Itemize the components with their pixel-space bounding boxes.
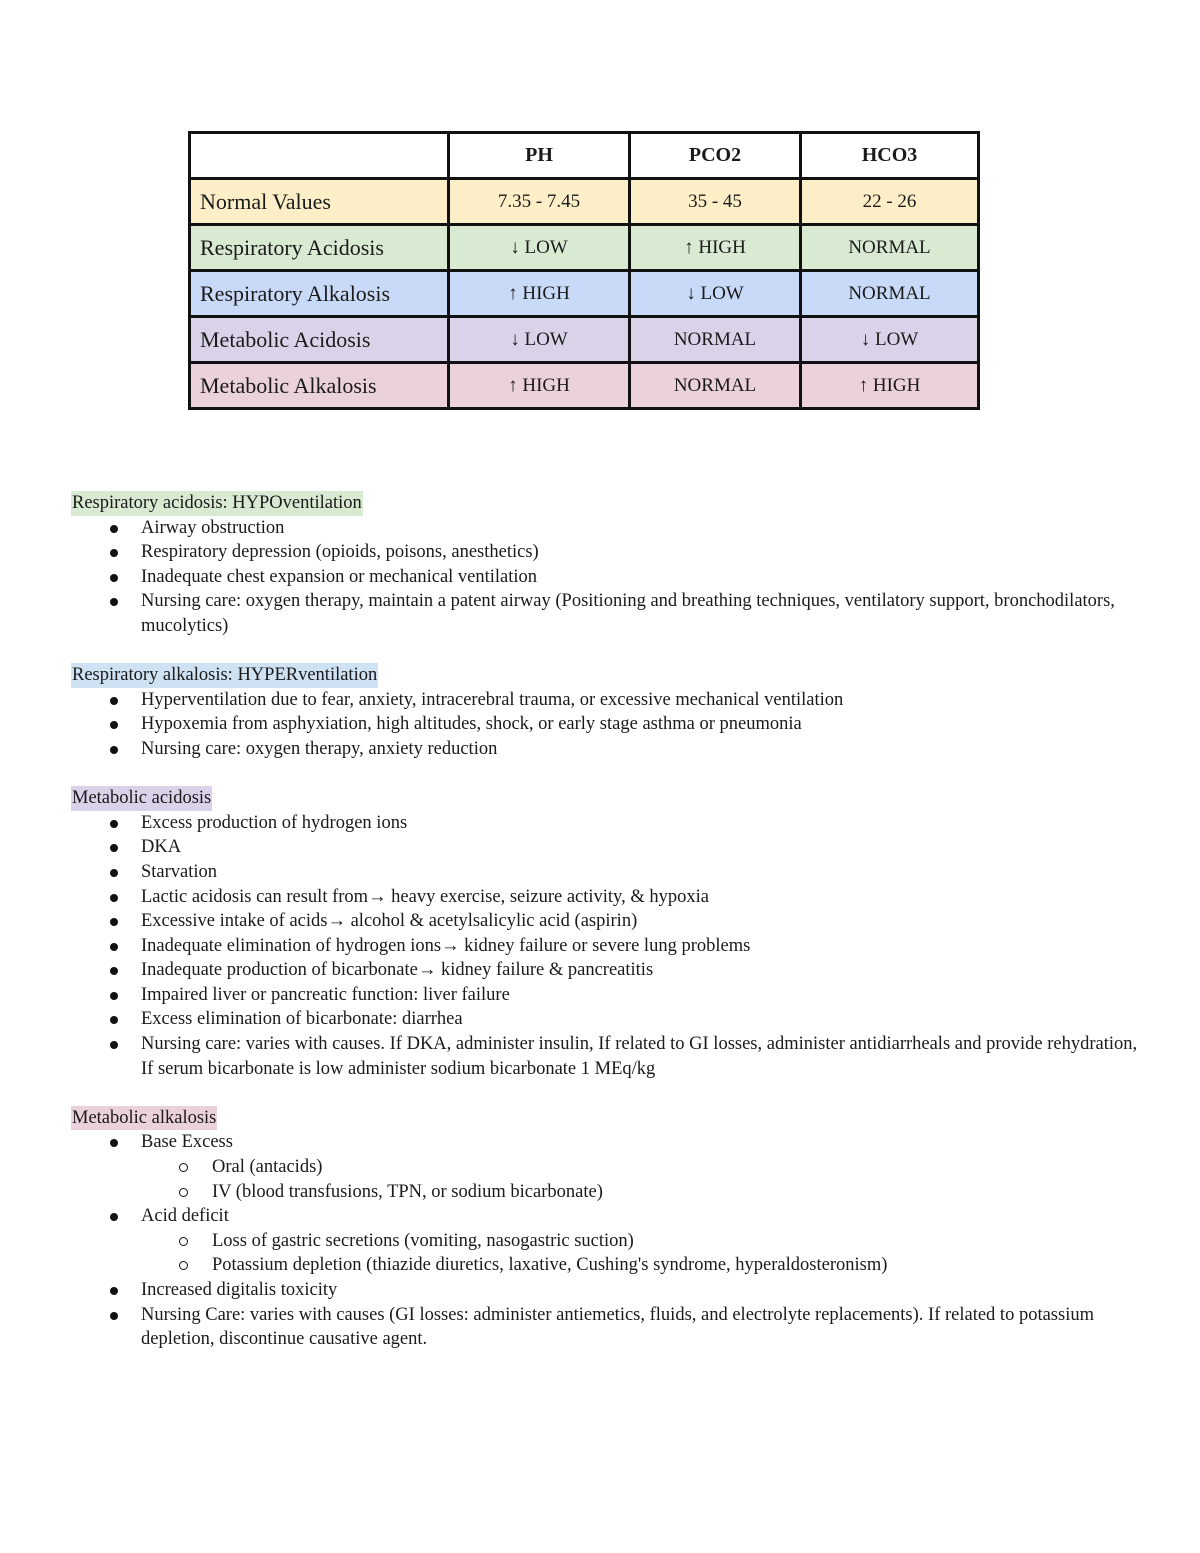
cell-hco3: ↓ LOW: [801, 317, 979, 363]
list-item-text: Oral (antacids): [212, 1157, 323, 1178]
list-item: [71, 983, 1141, 1008]
list-item: [71, 860, 1141, 885]
list-item-text: Excessive intake of acids→ alcohol & acetylsalicylic acid (aspirin): [141, 911, 638, 932]
row-label: Respiratory Acidosis: [190, 225, 449, 271]
list-item-text: Acid deficit: [141, 1206, 229, 1227]
row-label: Respiratory Alkalosis: [190, 271, 449, 317]
list-item-text: Nursing care: oxygen therapy, maintain a patent airway (Positioning and breathing techniques, ventilatory support, bronchodilators, mucolytics): [141, 591, 1115, 636]
table-header-row: [190, 133, 979, 179]
list-item-text: Inadequate chest expansion or mechanical ventilation: [141, 566, 538, 587]
list-item-text: Base Excess: [141, 1132, 233, 1153]
list-item-text: Nursing care: oxygen therapy, anxiety reduction: [141, 738, 498, 759]
list-item-text: Increased digitalis toxicity: [141, 1280, 338, 1300]
list-item: [71, 811, 1141, 836]
list-item: [71, 909, 1141, 934]
sub-bullet-list: [71, 1155, 1141, 1204]
header-empty-cell: [190, 133, 449, 179]
list-item-text: Loss of gastric secretions (vomiting, nasogastric suction): [212, 1230, 634, 1251]
list-item-text: Nursing care: varies with causes. If DKA, administer insulin, If related to GI losses, administer antidiarrheals and provide rehydration, If serum bicarbonate is low administer sodium bicarbonate 1 MEq/kg: [141, 1034, 1138, 1079]
table-row-resp-alkalosis: [190, 271, 979, 317]
bullet-list: [71, 516, 1141, 639]
abg-values-table: [188, 131, 980, 410]
sub-list-item: [71, 1229, 1141, 1254]
list-item: [71, 516, 1141, 541]
list-item: [71, 712, 1141, 737]
cell-hco3: ↑ HIGH: [801, 363, 979, 409]
list-item: [71, 1204, 1141, 1278]
cell-pco2: NORMAL: [630, 317, 801, 363]
table-row-normal: [190, 179, 979, 225]
bullet-list: [71, 811, 1141, 1082]
list-item-text: Starvation: [141, 861, 218, 882]
list-item-text: Lactic acidosis can result from→ heavy exercise, seizure activity, & hypoxia: [141, 886, 709, 907]
cell-hco3: NORMAL: [801, 225, 979, 271]
list-item-text: Excess elimination of bicarbonate: diarrhea: [141, 1009, 463, 1030]
list-item: [71, 1007, 1141, 1032]
row-label: Metabolic Acidosis: [190, 317, 449, 363]
list-item: [71, 1130, 1141, 1204]
list-item-text: Nursing Care: varies with causes (GI losses: administer antiemetics, fluids, and electrolyte replacements). If related to potassium depletion, discontinue causative agent.: [141, 1304, 1094, 1350]
section-met-alkalosis: [71, 1106, 1141, 1352]
section-resp-alkalosis: [71, 663, 1141, 761]
list-item-text: DKA: [141, 837, 182, 858]
section-heading: Respiratory alkalosis: HYPERventilation: [71, 663, 378, 688]
list-item: [71, 540, 1141, 565]
list-item: [71, 589, 1141, 638]
header-ph: PH: [449, 133, 630, 179]
cell-hco3: NORMAL: [801, 271, 979, 317]
header-pco2: PCO2: [630, 133, 801, 179]
list-item: [71, 934, 1141, 959]
sub-bullet-list: [71, 1229, 1141, 1278]
list-item: [71, 1303, 1141, 1352]
list-item: [71, 835, 1141, 860]
sub-list-item: [71, 1180, 1141, 1205]
sub-list-item: [71, 1155, 1141, 1180]
list-item-text: Respiratory depression (opioids, poisons, anesthetics): [141, 542, 539, 563]
cell-ph: ↑ HIGH: [449, 363, 630, 409]
list-item-text: Excess production of hydrogen ions: [141, 812, 408, 833]
list-item-text: Inadequate elimination of hydrogen ions→ kidney failure or severe lung problems: [141, 935, 751, 956]
bullet-list: [71, 688, 1141, 762]
list-item: [71, 885, 1141, 910]
list-item: [71, 565, 1141, 590]
row-label: Normal Values: [190, 179, 449, 225]
list-item: [71, 1278, 1141, 1303]
section-heading: Metabolic acidosis: [71, 786, 212, 811]
table-row-met-acidosis: [190, 317, 979, 363]
list-item: [71, 688, 1141, 713]
cell-ph: ↓ LOW: [449, 317, 630, 363]
list-item: [71, 1032, 1141, 1081]
cell-pco2: NORMAL: [630, 363, 801, 409]
bullet-list: [71, 1130, 1141, 1351]
list-item-text: Inadequate production of bicarbonate→ kidney failure & pancreatitis: [141, 960, 654, 981]
cell-ph: ↓ LOW: [449, 225, 630, 271]
list-item-text: Potassium depletion (thiazide diuretics, laxative, Cushing's syndrome, hyperaldosteronism): [212, 1255, 888, 1276]
row-label: Metabolic Alkalosis: [190, 363, 449, 409]
notes-body: [71, 491, 1141, 1376]
cell-hco3: 22 - 26: [801, 179, 979, 225]
section-heading: Respiratory acidosis: HYPOventilation: [71, 491, 363, 516]
cell-pco2: ↑ HIGH: [630, 225, 801, 271]
table-row-resp-acidosis: [190, 225, 979, 271]
list-item-text: Hypoxemia from asphyxiation, high altitudes, shock, or early stage asthma or pneumonia: [141, 714, 802, 735]
section-heading: Metabolic alkalosis: [71, 1106, 217, 1131]
section-met-acidosis: [71, 786, 1141, 1081]
cell-pco2: ↓ LOW: [630, 271, 801, 317]
list-item: [71, 737, 1141, 762]
cell-ph: 7.35 - 7.45: [449, 179, 630, 225]
list-item-text: IV (blood transfusions, TPN, or sodium bicarbonate): [212, 1181, 603, 1202]
section-resp-acidosis: [71, 491, 1141, 639]
list-item-text: Impaired liver or pancreatic function: liver failure: [141, 984, 510, 1005]
header-hco3: HCO3: [801, 133, 979, 179]
list-item-text: Airway obstruction: [141, 517, 285, 538]
table-row-met-alkalosis: [190, 363, 979, 409]
sub-list-item: [71, 1253, 1141, 1278]
list-item: [71, 958, 1141, 983]
list-item-text: Hyperventilation due to fear, anxiety, intracerebral trauma, or excessive mechanical ventilation: [141, 689, 844, 710]
cell-ph: ↑ HIGH: [449, 271, 630, 317]
cell-pco2: 35 - 45: [630, 179, 801, 225]
